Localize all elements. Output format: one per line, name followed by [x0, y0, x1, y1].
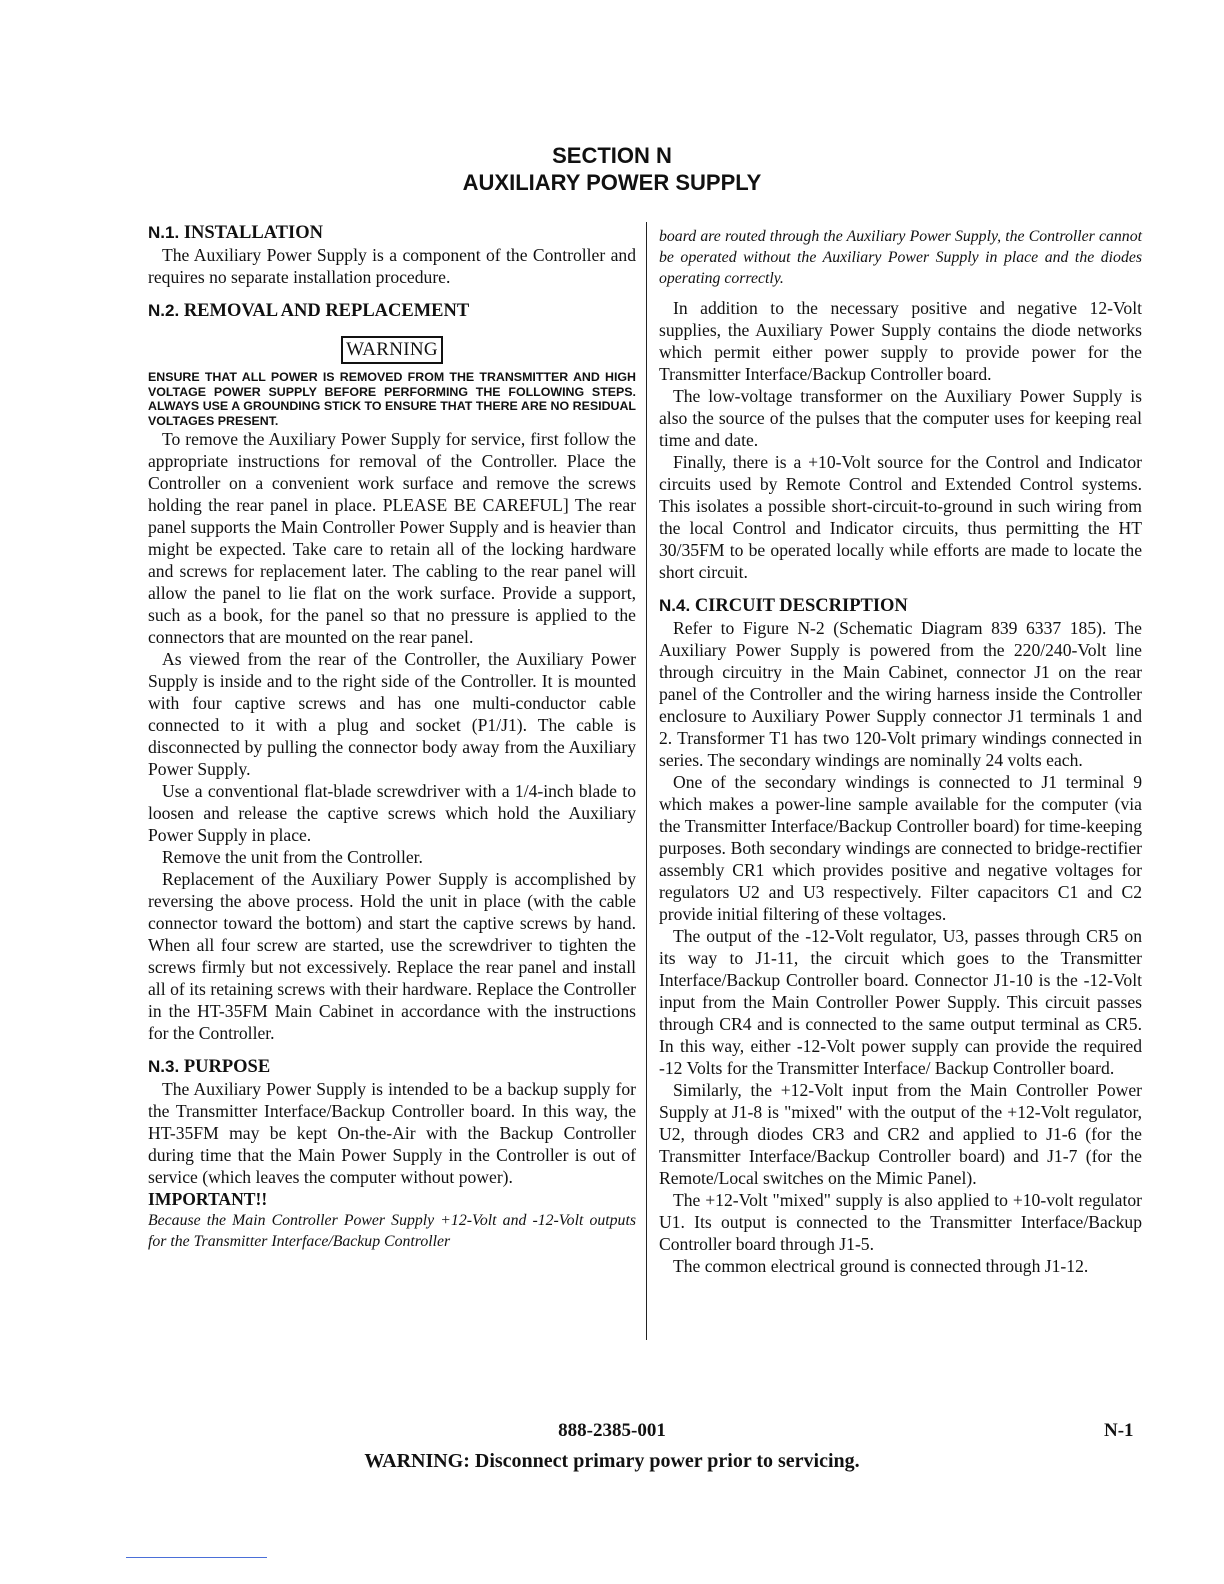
paragraph: As viewed from the rear of the Controller, the Auxiliary Power Supply is inside and to the right side of the Controller. It is mounted with four captive screws and has one multi-conductor cable connected to it with a plug and socket (P1/J1). The cable is disconnected by pulling the connector body away from the Auxiliary Power Supply. — [148, 649, 636, 779]
paragraph: Similarly, the +12-Volt input from the Main Controller Power Supply at J1-8 is "mixed" with the output of the +12-Volt regulator, U2, through diodes CR3 and CR2 and applied to J1-6 (for the Transmitter Interface/Backup Controller board) and J1-7 (for the Remote/Local switches on the Mimic Panel). — [659, 1080, 1142, 1188]
paragraph: Refer to Figure N-2 (Schematic Diagram 839 6337 185). The Auxiliary Power Supply is powered from the 220/240-Volt line through circuitry in the Main Cabinet, connector J1 on the rear panel of the Controller and the wiring harness inside the Controller enclosure to Auxiliary Power Supply connector J1 terminals 1 and 2. Transformer T1 has two 120-Volt primary windings connected in series. The secondary windings are nominally 24 volts each. — [659, 618, 1142, 770]
heading-number: N.2. — [148, 301, 180, 320]
paragraph: Replacement of the Auxiliary Power Supply is accomplished by reversing the above process. Hold the unit in place (with the cable connector toward the bottom) and start the captive screws by hand. When all four screw are started, use the screwdriver to tighten the screws firmly but not excessively. Replace the rear panel and install all of its retaining screws with their hardware. Replace the Controller in the HT-35FM Main Cabinet in accordance with the instructions for the Controller. — [148, 869, 636, 1043]
document-number: 888-2385-001 — [558, 1420, 666, 1441]
paragraph: The Auxiliary Power Supply is intended to be a backup supply for the Transmitter Interface/Backup Controller board. In this way, the HT-35FM may be kept On-the-Air with the Backup Controller during time that the Main Power Supply in the Controller is out of service (which leaves the computer without power). — [148, 1079, 636, 1187]
heading-circuit-description — [659, 595, 1142, 617]
left-column — [148, 222, 636, 1252]
paragraph: One of the secondary windings is connected to J1 terminal 9 which makes a power-line sample available for the computer (via the Transmitter Interface/Backup Controller board) for time-keeping purposes. Both secondary windings are connected to bridge-rectifier assembly CR1 which provides positive and negative voltages for regulators U2 and U3 respectively. Filter capacitors C1 and C2 provide initial filtering of these voltages. — [659, 772, 1142, 924]
paragraph: The Auxiliary Power Supply is a component of the Controller and requires no separate installation procedure. — [148, 245, 636, 287]
page-number: N-1 — [1104, 1420, 1134, 1441]
paragraph: Use a conventional flat-blade screwdriver with a 1/4-inch blade to loosen and release the captive screws which hold the Auxiliary Power Supply in place. — [148, 781, 636, 845]
paragraph: Finally, there is a +10-Volt source for the Control and Indicator circuits used by Remote Control and Extended Control systems. This isolates a possible short-circuit-to-ground in such wiring from the local Control and Indicator circuits, thus permitting the HT 30/35FM to be operated locally while efforts are made to locate the short circuit. — [659, 452, 1142, 582]
important-label: IMPORTANT!! — [148, 1189, 268, 1209]
paragraph: Remove the unit from the Controller. — [162, 847, 423, 867]
paragraph: To remove the Auxiliary Power Supply for service, first follow the appropriate instructions for removal of the Controller. Place the Controller on a convenient work surface and remove the screws holding the rear panel in place. PLEASE BE CAREFUL] The rear panel supports the Main Controller Power Supply and is heavier than might be expected. Take care to retain all of the locking hardware and screws for replacement later. The cabling to the rear panel will allow the panel to lie flat on the work surface. Provide a support, such as a book, for the panel so that no pressure is applied to the connectors that are mounted on the rear panel. — [148, 429, 636, 647]
heading-removal-replacement — [148, 300, 636, 322]
important-note-continued: board are routed through the Auxiliary Power Supply, the Controller cannot be operated without the Auxiliary Power Supply in place and the diodes operating correctly. — [659, 228, 1142, 287]
section-number: SECTION N — [552, 143, 672, 168]
heading-installation — [148, 222, 636, 244]
heading-text: INSTALLATION — [183, 223, 323, 243]
heading-number: N.3. — [148, 1057, 180, 1076]
warning-text: ENSURE THAT ALL POWER IS REMOVED FROM THE TRANSMITTER AND HIGH VOLTAGE POWER SUPPLY BEFORE PERFORMING THE FOLLOWING STEPS. ALWAYS USE A GROUNDING STICK TO ENSURE THAT THERE ARE NO RESIDUAL VOLTAGES PRESENT. — [148, 370, 636, 428]
footnote-rule — [126, 1557, 267, 1558]
footer-warning: WARNING: Disconnect primary power prior to servicing. — [364, 1450, 860, 1472]
heading-purpose — [148, 1056, 636, 1078]
paragraph: The low-voltage transformer on the Auxiliary Power Supply is also the source of the pulses that the computer uses for keeping real time and date. — [659, 386, 1142, 450]
important-note: Because the Main Controller Power Supply +12-Volt and -12-Volt outputs for the Transmitter Interface/Backup Controller — [148, 1212, 636, 1250]
heading-number: N.4. — [659, 596, 691, 615]
paragraph: In addition to the necessary positive and negative 12-Volt supplies, the Auxiliary Power Supply contains the diode networks which permit either power supply to provide power for the Transmitter Interface/Backup Controller board. — [659, 298, 1142, 384]
section-title: AUXILIARY POWER SUPPLY — [462, 170, 762, 195]
heading-text: REMOVAL AND REPLACEMENT — [183, 301, 470, 321]
heading-text: CIRCUIT DESCRIPTION — [694, 596, 908, 616]
right-column — [659, 226, 1142, 1277]
paragraph: The +12-Volt "mixed" supply is also applied to +10-volt regulator U1. Its output is connected to the Transmitter Interface/Backup Controller board through J1-5. — [659, 1190, 1142, 1254]
warning-label: WARNING — [341, 336, 443, 364]
heading-number: N.1. — [148, 223, 180, 242]
column-divider — [646, 222, 647, 1340]
heading-text: PURPOSE — [183, 1057, 271, 1077]
section-header — [0, 142, 1224, 196]
paragraph: The common electrical ground is connected through J1-12. — [673, 1256, 1089, 1276]
warning-box — [148, 336, 636, 364]
paragraph: The output of the -12-Volt regulator, U3, passes through CR5 on its way to J1-11, the circuit which goes to the Transmitter Interface/Backup Controller board. Connector J1-10 is the -12-Volt input from the Main Controller Power Supply. This circuit passes through CR4 and is connected to the same output terminal as CR5. In this way, either -12-Volt power supply can provide the required -12 Volts for the Transmitter Interface/ Backup Controller board. — [659, 926, 1142, 1078]
